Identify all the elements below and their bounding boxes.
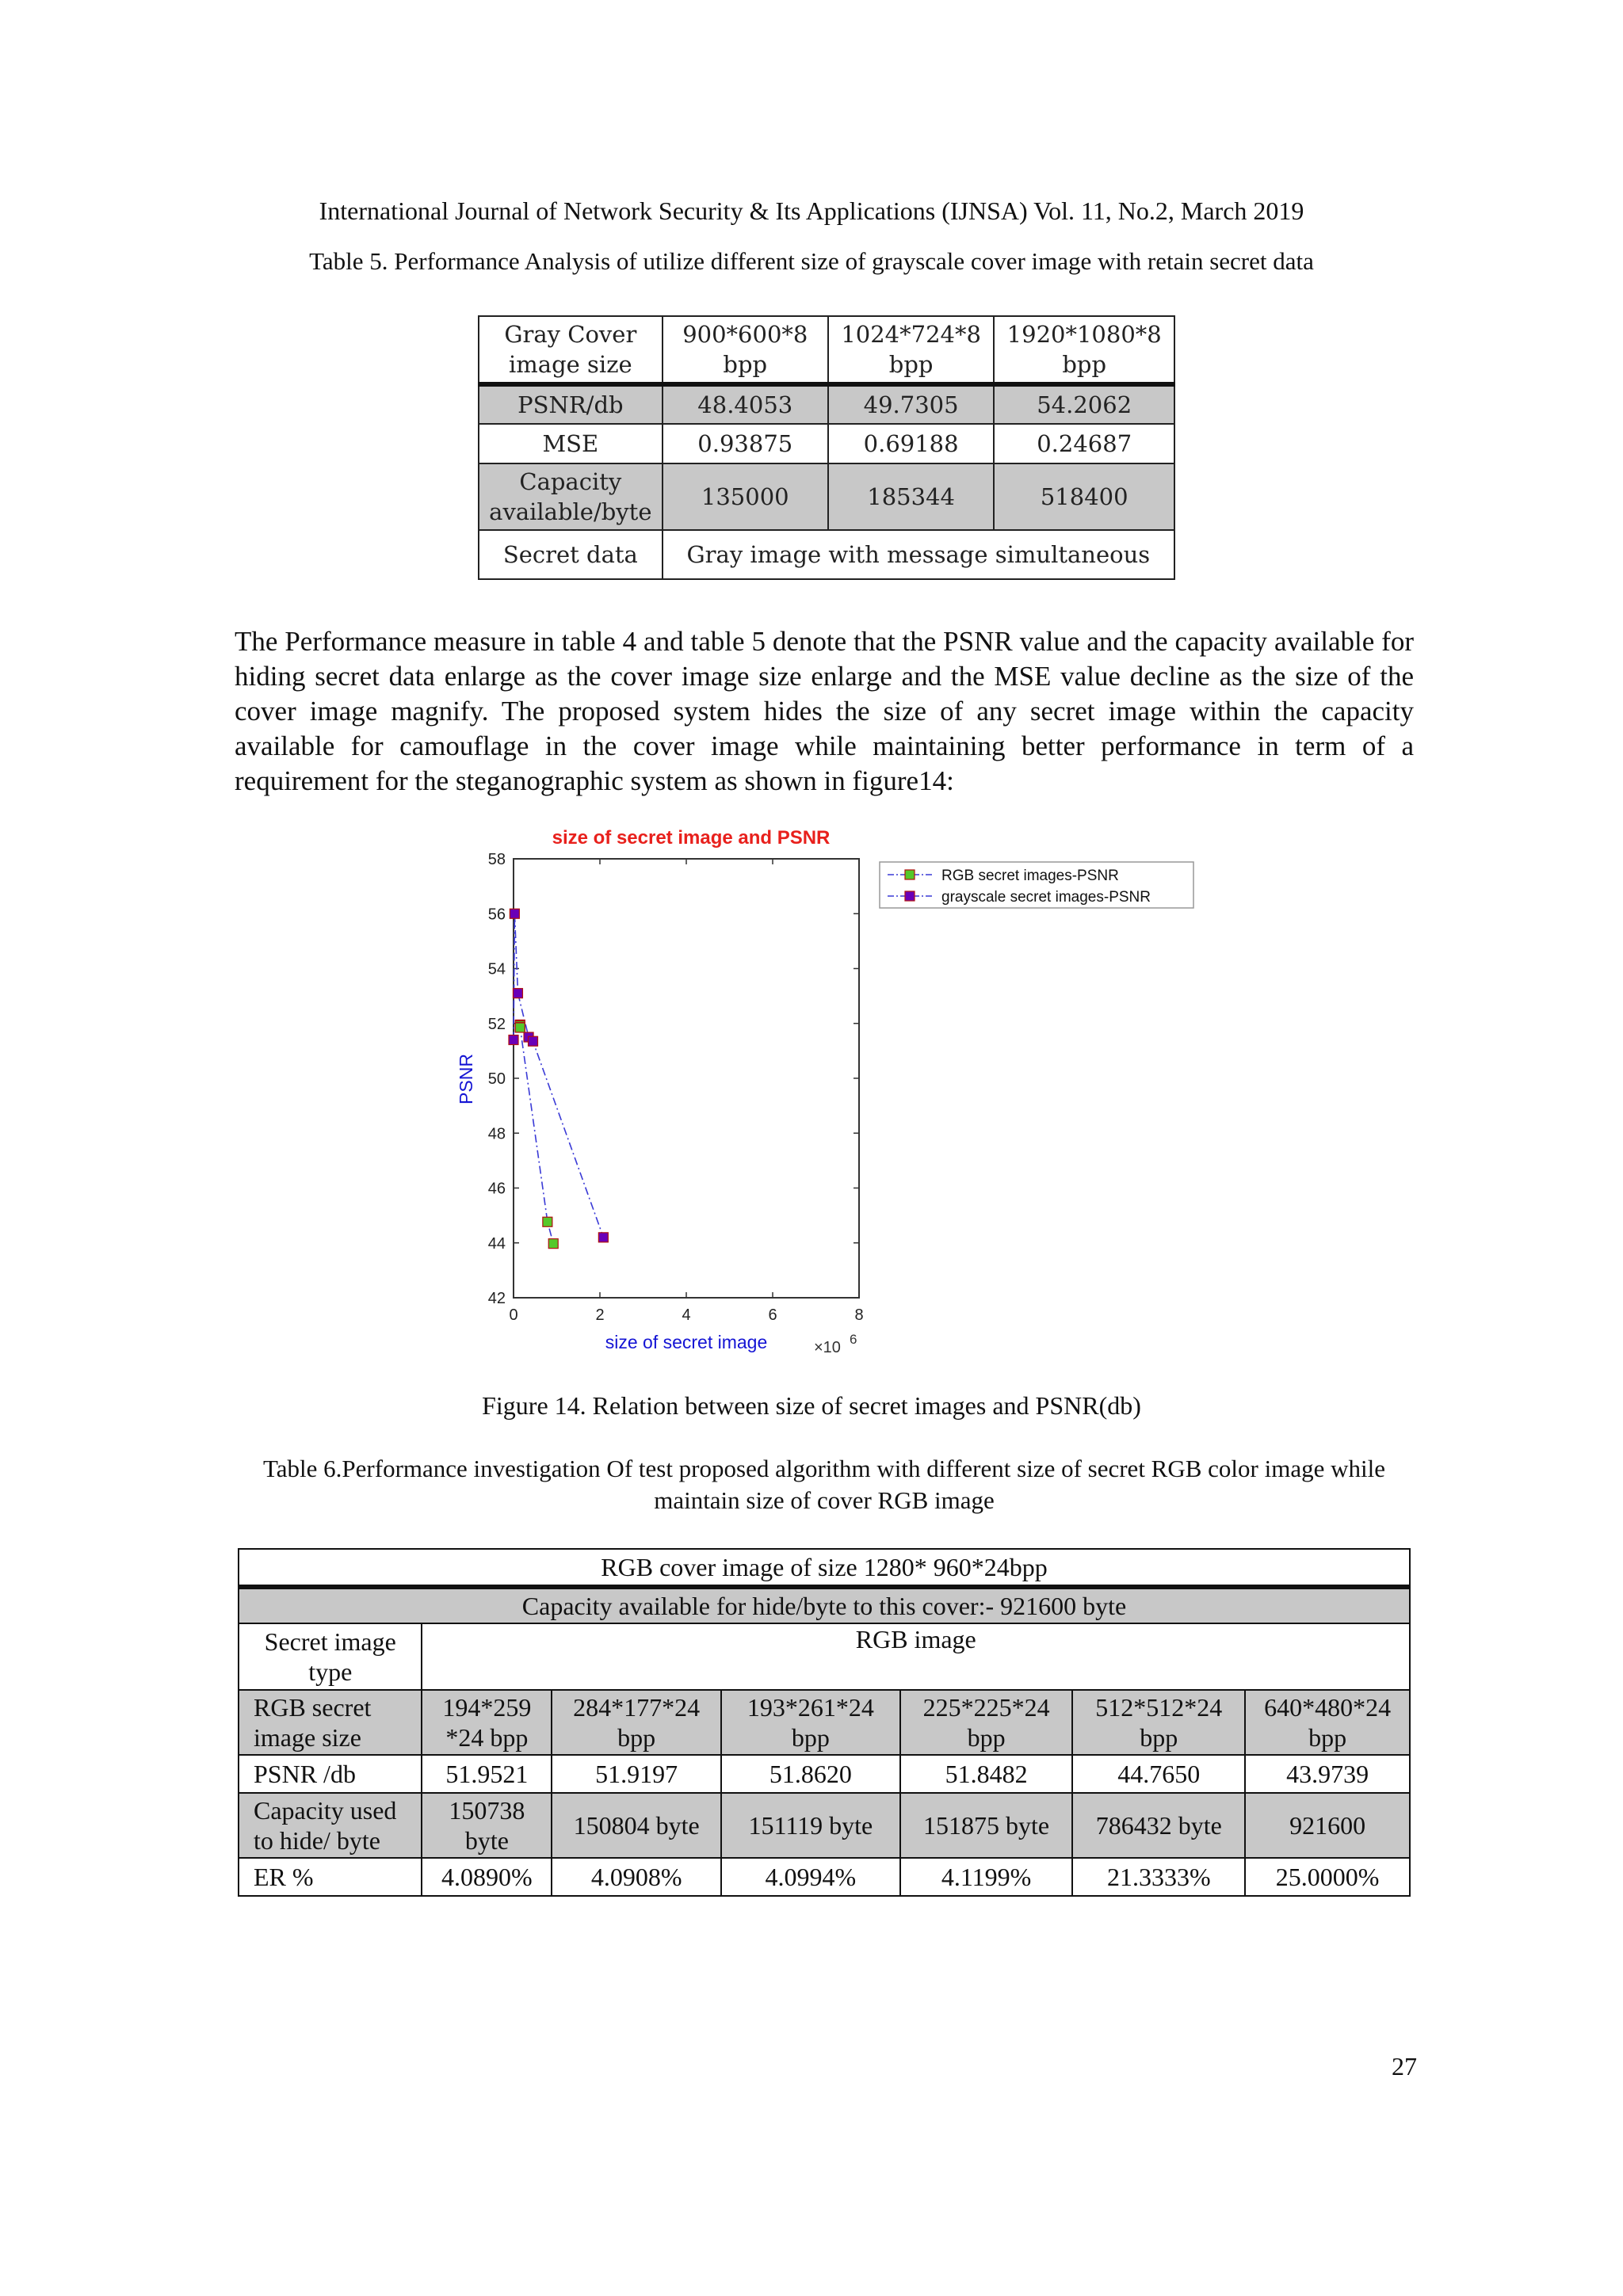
table6 [238,1548,1411,1897]
y-tick-label: 44 [487,1234,506,1253]
table-cell: PSNR/db [479,384,663,424]
table-cell: Gray Cover image size [479,316,663,384]
page-number: 27 [1392,2052,1417,2081]
body-paragraph: The Performance measure in table 4 and table 5 denote that the PSNR value and the capacity available for hiding secret data enlarge as the cover image size enlarge and the MSE value decline as the size of the cover image magnify. The proposed system hides the size of any secret image within the capacity available for camouflage in the cover image while maintaining better performance in term of a requirement for the steganographic system as shown in figure14: [235,626,1414,796]
x-tick-label: 4 [682,1306,691,1324]
table-cell: 43.9739 [1245,1755,1410,1793]
table6-caption: Table 6.Performance investigation Of test proposed algorithm with different size of secret RGB color image while maintain size of cover RGB image [263,1455,1385,1514]
x-axis-multiplier: ×10 [814,1339,841,1356]
legend-marker [905,870,915,879]
y-tick-label: 42 [487,1290,506,1307]
data-point [543,1217,552,1226]
data-point [509,1035,518,1045]
table-cell: 51.8620 [721,1755,900,1793]
table-cell: Secret data [479,530,663,579]
plot-frame [514,859,859,1298]
figure-caption: Figure 14. Relation between size of secret images and PSNR(db) [482,1391,1141,1420]
table-cell: 51.9521 [422,1755,552,1793]
table-cell: Gray image with message simultaneous [663,530,1174,579]
table-cell: 194*259 *24 bpp [422,1690,552,1755]
legend-label: RGB secret images-PSNR [941,868,1119,884]
table-cell: RGB cover image of size 1280* 960*24bpp [239,1549,1410,1587]
table-cell: 786432 byte [1072,1793,1245,1858]
x-tick-label: 6 [768,1306,777,1324]
table5-header-row [479,316,1174,384]
x-tick-label: 8 [854,1306,864,1324]
y-tick-label: 50 [487,1070,506,1088]
table-cell: PSNR /db [239,1755,422,1793]
table-cell: RGB secret image size [239,1690,422,1755]
table-cell: 151875 byte [900,1793,1073,1858]
journal-header: International Journal of Network Security & Its Applications (IJNSA) Vol. 11, No.2, March 2019 [319,196,1304,225]
table6-capacity-available-row [239,1587,1410,1623]
table-cell: MSE [479,424,663,463]
table-cell: 921600 [1245,1793,1410,1858]
table6-capacity-used-row [239,1793,1410,1858]
table-cell: 48.4053 [663,384,828,424]
table-cell: 0.93875 [663,424,828,463]
y-tick-label: 48 [487,1125,506,1143]
table-cell: 518400 [994,463,1174,530]
x-tick-label: 2 [595,1306,605,1324]
table-cell: 640*480*24 bpp [1245,1690,1410,1755]
table-cell: 4.0994% [721,1858,900,1896]
chart-title: size of secret image and PSNR [552,827,831,849]
table-cell: 284*177*24 bpp [552,1690,721,1755]
table-cell: ER % [239,1858,422,1896]
x-axis-label: size of secret image [605,1332,768,1352]
table6-size-row [239,1690,1410,1755]
table-cell: 512*512*24 bpp [1072,1690,1245,1755]
table-cell: Secret image type [239,1623,422,1690]
y-tick-label: 52 [487,1015,506,1033]
table-cell: 51.9197 [552,1755,721,1793]
table-cell: 0.24687 [994,424,1174,463]
psnr-chart [428,824,1205,1363]
legend-label: grayscale secret images-PSNR [941,889,1151,906]
data-point [513,989,522,998]
table6-psnr-row [239,1755,1410,1793]
table-cell: 0.69188 [828,424,995,463]
y-tick-label: 54 [487,960,506,978]
table5-psnr-row [479,384,1174,424]
data-point [548,1239,558,1249]
table-cell: 185344 [828,463,995,530]
table-cell: Capacity used to hide/ byte [239,1793,422,1858]
y-tick-label: 46 [487,1180,506,1198]
table-cell: 49.7305 [828,384,995,424]
x-axis-multiplier-exponent: 6 [850,1332,857,1347]
table-cell: 1024*724*8 bpp [828,316,995,384]
data-point [510,909,519,918]
table-cell: RGB image [422,1623,1410,1690]
legend-marker [905,891,915,901]
chart-legend [880,862,1193,908]
table-cell: 21.3333% [1072,1858,1245,1896]
table-cell: 54.2062 [994,384,1174,424]
table6-cover-row [239,1549,1410,1587]
table-cell: 225*225*24 bpp [900,1690,1073,1755]
table-cell: 150738 byte [422,1793,552,1858]
table6-type-row [239,1623,1410,1690]
table-cell: 4.1199% [900,1858,1073,1896]
table5 [478,315,1175,580]
table-cell: 44.7650 [1072,1755,1245,1793]
table-cell: 193*261*24 bpp [721,1690,900,1755]
x-tick-label: 0 [509,1306,518,1324]
table-cell: 135000 [663,463,828,530]
data-point [515,1023,525,1032]
table-cell: Capacity available for hide/byte to this cover:- 921600 byte [239,1587,1410,1623]
table-cell: 900*600*8 bpp [663,316,828,384]
data-point [529,1036,538,1046]
table-cell: 51.8482 [900,1755,1073,1793]
table-cell: 150804 byte [552,1793,721,1858]
data-point [598,1233,608,1242]
table6-er-row [239,1858,1410,1896]
table-cell: 151119 byte [721,1793,900,1858]
table5-capacity-row [479,463,1174,530]
table-cell: 1920*1080*8 bpp [994,316,1174,384]
figure-14 [428,824,1205,1367]
y-tick-label: 58 [487,851,506,868]
table-cell: 4.0908% [552,1858,721,1896]
table-cell: 25.0000% [1245,1858,1410,1896]
table5-caption: Table 5. Performance Analysis of utilize different size of grayscale cover image with retain secret data [309,247,1314,275]
table-cell: Capacity available/byte [479,463,663,530]
y-tick-label: 56 [487,906,506,924]
y-axis-label: PSNR [456,1054,476,1104]
table5-mse-row [479,424,1174,463]
table-cell: 4.0890% [422,1858,552,1896]
table5-secret-row [479,530,1174,579]
